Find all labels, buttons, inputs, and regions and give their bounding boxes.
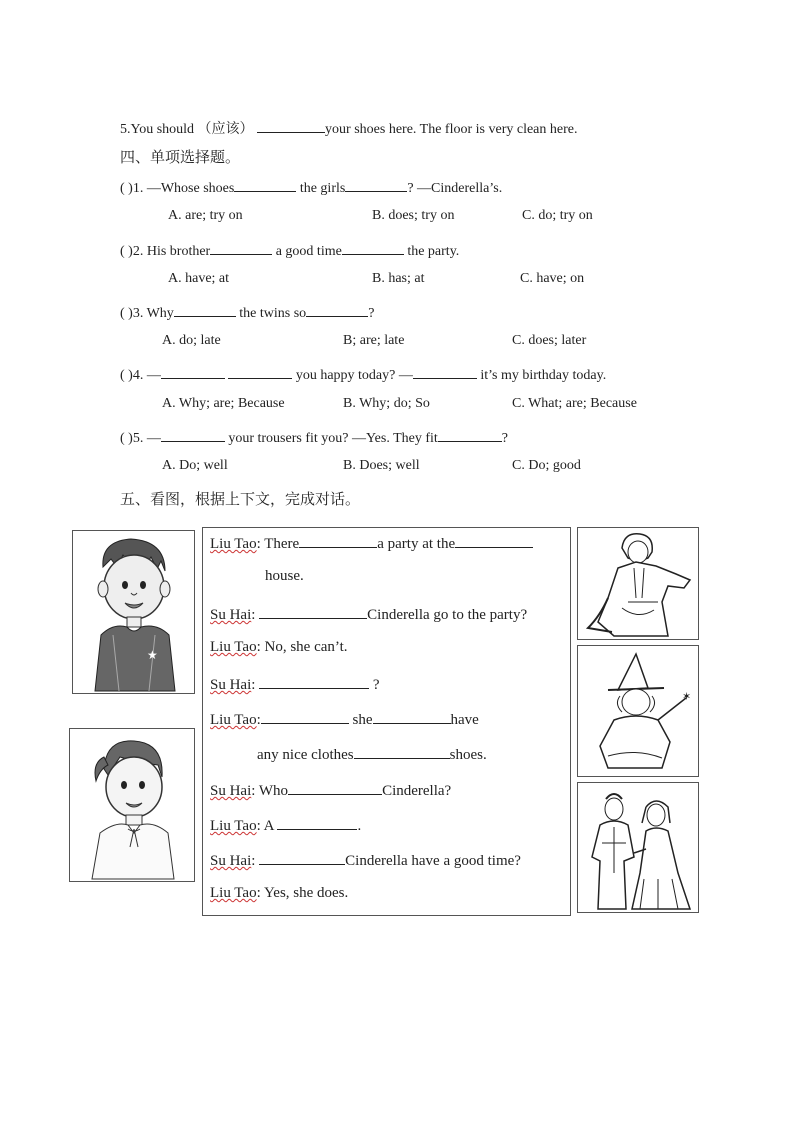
speaker-liu-tao: Liu Tao xyxy=(210,818,257,834)
dialogue-line-5: Liu Tao: she have xyxy=(210,709,479,729)
answer-blank[interactable] xyxy=(261,709,349,724)
answer-blank[interactable] xyxy=(257,118,325,133)
dialogue-line-4: Su Hai: ? xyxy=(210,674,380,694)
svg-text:★: ★ xyxy=(147,648,158,662)
answer-blank[interactable] xyxy=(259,850,345,865)
mc-question-2: ( )2. His brother a good time the party. xyxy=(120,240,459,260)
mc-5-option-b: B. Does; well xyxy=(343,458,420,473)
mc-4-option-a: A. Why; are; Because xyxy=(162,396,285,411)
dialogue-line-5-cont: any nice clothes shoes. xyxy=(257,744,487,764)
mc-2-option-a: A. have; at xyxy=(168,271,230,286)
answer-blank[interactable] xyxy=(174,302,236,317)
dialogue-line-1: Liu Tao: There a party at the xyxy=(210,533,533,553)
answer-blank[interactable] xyxy=(299,533,377,548)
mc-1-option-b: B. does; try on xyxy=(372,208,455,223)
boy-illustration xyxy=(73,531,194,693)
answer-blank[interactable] xyxy=(234,177,296,192)
answer-blank[interactable] xyxy=(277,815,357,830)
mc-5-option-c: C. Do; good xyxy=(512,458,581,473)
mc-3-option-a: A. do; late xyxy=(162,333,221,348)
mc-1-option-a: A. are; try on xyxy=(168,208,243,223)
mc-1-option-c: C. do; try on xyxy=(522,208,593,223)
section-4-heading: 四、单项选择题。 xyxy=(120,150,241,166)
answer-paren[interactable]: ( ) xyxy=(120,306,133,321)
answer-blank[interactable] xyxy=(438,427,502,442)
answer-blank[interactable] xyxy=(342,240,404,255)
section-5-heading: 五、看图，根据上下文，完成对话。 xyxy=(120,492,361,508)
answer-blank[interactable] xyxy=(228,364,292,379)
mc-2-option-b: B. has; at xyxy=(372,271,425,286)
dialogue-line-2: Su Hai: Cinderella go to the party? xyxy=(210,604,527,624)
mc-5-option-a: A. Do; well xyxy=(162,458,228,473)
dialogue-line-1-cont: house. xyxy=(265,568,304,584)
mc-question-1: ( )1. —Whose shoes the girls ? —Cinderella’s. xyxy=(120,177,502,197)
dialogue-line-8: Su Hai: Cinderella have a good time? xyxy=(210,850,521,870)
answer-paren[interactable]: ( ) xyxy=(120,368,133,383)
dialogue-line-6: Su Hai: Who Cinderella? xyxy=(210,780,451,800)
mc-3-option-c: C. does; later xyxy=(512,333,587,348)
mc-question-4: ( )4. — you happy today? — it’s my birthday today. xyxy=(120,364,606,384)
girl-picture xyxy=(69,728,195,882)
couple-illustration xyxy=(578,783,698,912)
answer-blank[interactable] xyxy=(161,427,225,442)
answer-blank[interactable] xyxy=(161,364,225,379)
fairy-godmother-illustration xyxy=(578,646,698,776)
answer-blank[interactable] xyxy=(455,533,533,548)
answer-paren[interactable]: ( ) xyxy=(120,431,133,446)
mc-3-option-b: B; are; late xyxy=(343,333,405,348)
svg-text:✶: ✶ xyxy=(682,691,692,703)
answer-blank[interactable] xyxy=(354,744,450,759)
dialogue-line-7: Liu Tao: A . xyxy=(210,815,361,835)
girl-illustration xyxy=(70,729,194,881)
item5-prefix: 5.You should （应该） xyxy=(120,122,254,137)
speaker-liu-tao: Liu Tao xyxy=(210,885,257,901)
boy-picture xyxy=(72,530,195,694)
mc-question-5: ( )5. — your trousers fit you? —Yes. They fit ? xyxy=(120,427,508,447)
speaker-liu-tao: Liu Tao xyxy=(210,536,257,552)
fill-item-5 xyxy=(120,118,577,138)
mc-4-option-c: C. What; are; Because xyxy=(512,396,637,411)
prince-cinderella-picture xyxy=(577,782,699,913)
speaker-liu-tao: Liu Tao xyxy=(210,639,257,655)
item5-suffix: your shoes here. The floor is very clean here. xyxy=(325,122,578,137)
answer-blank[interactable] xyxy=(259,604,367,619)
prince-illustration xyxy=(578,528,698,639)
fairy-godmother-picture xyxy=(577,645,699,777)
speaker-su-hai: Su Hai xyxy=(210,677,252,693)
answer-blank[interactable] xyxy=(288,780,382,795)
answer-blank[interactable] xyxy=(210,240,272,255)
dialogue-line-3: Liu Tao: No, she can’t. xyxy=(210,639,348,655)
mc-question-3: ( )3. Why the twins so ? xyxy=(120,302,374,322)
speaker-su-hai: Su Hai xyxy=(210,783,252,799)
speaker-su-hai: Su Hai xyxy=(210,853,252,869)
speaker-su-hai: Su Hai xyxy=(210,607,252,623)
answer-blank[interactable] xyxy=(345,177,407,192)
answer-blank[interactable] xyxy=(413,364,477,379)
speaker-liu-tao: Liu Tao xyxy=(210,712,257,728)
mc-4-option-b: B. Why; do; So xyxy=(343,396,430,411)
mc-2-option-c: C. have; on xyxy=(520,271,585,286)
answer-paren[interactable]: ( ) xyxy=(120,181,133,196)
prince-picture xyxy=(577,527,699,640)
dialogue-line-9: Liu Tao: Yes, she does. xyxy=(210,885,349,901)
answer-blank[interactable] xyxy=(306,302,368,317)
answer-blank[interactable] xyxy=(259,674,369,689)
answer-paren[interactable]: ( ) xyxy=(120,244,133,259)
answer-blank[interactable] xyxy=(373,709,451,724)
